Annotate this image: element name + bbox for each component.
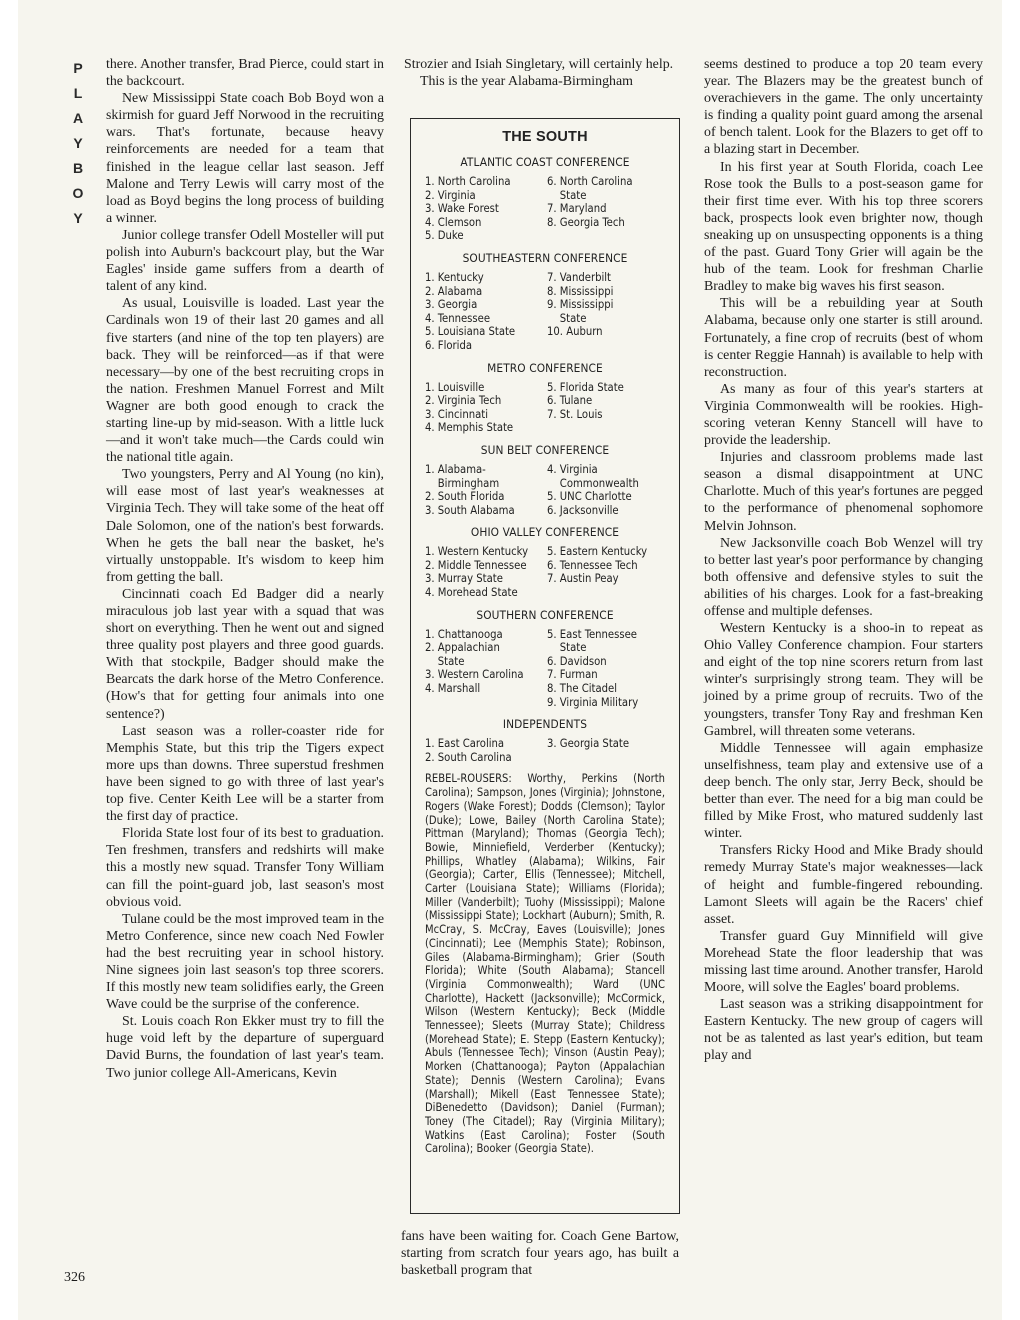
team-entry: 3. Western Carolina bbox=[425, 668, 524, 682]
team-entry: 7. Maryland bbox=[547, 202, 607, 216]
team-entry: 4. Memphis State bbox=[425, 421, 514, 435]
paragraph: In his first year at South Florida, coach Lee Rose took the Bulls to a post-season game for their first time ever. With his top three scorers back, prospects look even brighter now, though sneaking up on unsuspecting opponents is a thing of the past. Guard Tony Grier will again be the hub of the team. Look for freshman Charlie Bradley to make big waves his first season. bbox=[704, 159, 983, 295]
team-entry: 4. Marshall bbox=[425, 682, 481, 696]
paragraph: Transfers Ricky Hood and Mike Brady should remedy Murray State's major weaknesses—lack of height and fumble-fingered rebounding. Lamont Sleets will again be the Racers' chief asset. bbox=[704, 843, 983, 927]
paragraph: This is the year Alabama-Birmingham bbox=[420, 74, 633, 90]
team-entry: 4. Morehead State bbox=[425, 586, 518, 600]
team-entry: 3. Georgia bbox=[425, 298, 478, 312]
team-entry: 1. Kentucky bbox=[425, 270, 484, 284]
paragraph: fans have been waiting for. Coach Gene Bartow, starting from scratch four years ago, has built a basketball program that bbox=[401, 1229, 679, 1279]
article-column-3 bbox=[704, 56, 983, 1065]
paragraph: As usual, Louisville is loaded. Last year the Cardinals won 19 of their last 20 games and all five starters (and nine of the top ten players) are back. They will be reinforced—as if that were necessary—by one of the best recruiting crops in the nation. Freshmen Manuel Forrest and Milt Wagner are both good enough to crack the starting line-up by mid-season. With a little luck—and it won't take much—the Cards could win the national title again. bbox=[106, 296, 384, 466]
team-entry bbox=[547, 339, 665, 353]
side-letter: P bbox=[73, 60, 83, 76]
team-entry: 6. Davidson bbox=[547, 654, 607, 668]
team-entry: 2. South Florida bbox=[425, 490, 505, 504]
paragraph: Cincinnati coach Ed Badger did a nearly miraculous job last year with a squad that was short on everything. Then he went out and signed three quality post players and three good guards. With that stockpile, Badger should make the Bearcats the dark horse of the Metro Conference. (How's that for getting four animals into one sentence?) bbox=[106, 586, 384, 722]
paragraph: Western Kentucky is a shoo-in to repeat as Ohio Valley Conference champion. Four starters and eight of the top nine scorers return from last winter's surprisingly strong team. They will be joined by a prime group of recruits. Two of the youngsters, transfer Tony Ray and freshman Ken Gambrel, will threaten some veterans. bbox=[704, 621, 983, 739]
team-entry: State bbox=[547, 311, 587, 325]
team-entry: 1. East Carolina bbox=[425, 737, 505, 751]
team-entry: 1. Alabama- bbox=[425, 462, 486, 476]
article-column-2-bottom bbox=[401, 1228, 679, 1279]
paragraph: This will be a rebuilding year at South Alabama, because only one starter is still around. Fortunately, a fine crop of recruits (best of whom is center Reggie Hannah) is available to help with reconstruction. bbox=[704, 296, 983, 380]
team-entry: 9. Mississippi bbox=[547, 298, 614, 312]
team-entry: 8. Georgia Tech bbox=[547, 215, 625, 229]
team-entry: 5. East Tennessee bbox=[547, 627, 637, 641]
rebel-rousers: REBEL-ROUSERS: Worthy, Perkins (North Carolina); Sampson, Jones (Virginia); Johnstone, Rogers (Wake Forest); Dodds (Clemson); Taylor (Duke); Lowe, Bailey (North Carolina State); Pittman (Maryland); Thomas (Georgia Tech); Bowie, Minniefield, Verderber (Kentucky); Phillips, Whatley (Alabama); Wilkins, Fair (Georgia); Carter, Ellis (Tennessee); Mitchell, Carter (Louisiana State); Williams (Florida); Miller (Vanderbilt); Tuohy (Mississippi); Malone (Mississippi State); Lockhart (Auburn); Smith, R. McCray, S. McCray, Eaves (Louisville); Jones (Cincinnati); Lee (Memphis State); Robinson, Giles (Alabama-Birmingham); Grier (South Florida); White (South Alabama); Stancell (Virginia Commonwealth); Ward (UNC Charlotte), Hackett (Jacksonville); McCormick, Wilson (Western Kentucky); Beck (Middle Tennessee); Sleets (Murray State); Childress (Morehead State); E. Stepp (Eastern Kentucky); Abuls (Tennessee Tech); Vinson (Austin Peay); Morken (Chattanooga); Payton (Appalachian State); Dennis (Western Carolina); Evans (Marshall); Mikell (East Tennessee State); DiBenedetto (Davidson); Daniel (Furman); Toney (The Citadel); Ray (Virginia Military); Watkins (East Carolina); Foster (South Carolina); Booker (Georgia State). bbox=[425, 772, 665, 1156]
team-entry: 3. Cincinnati bbox=[425, 407, 489, 421]
conference-name: OHIO VALLEY CONFERENCE bbox=[470, 525, 620, 540]
team-entry: 7. St. Louis bbox=[547, 407, 603, 421]
team-entry: 7. Austin Peay bbox=[547, 572, 619, 586]
team-entry: 3. Wake Forest bbox=[425, 202, 499, 216]
team-entry: 1. North Carolina bbox=[425, 175, 511, 188]
paragraph: St. Louis coach Ron Ekker must try to fill the huge void left by the departure of superguard David Burns, the foundation of last year's team. Two junior college All-Americans, Kevin bbox=[106, 1014, 384, 1081]
team-entry: 5. UNC Charlotte bbox=[547, 490, 632, 504]
paragraph: Injuries and classroom problems made last season a dismal disappointment at UNC Charlotte. Much of this year's fortunes are pegged to the performance of phenomenal sophomore Melvin Johnson. bbox=[704, 450, 983, 534]
sidebar-title: THE SOUTH bbox=[502, 129, 588, 145]
paragraph: there. Another transfer, Brad Pierce, could start in the backcourt. bbox=[106, 57, 384, 90]
team-entry: 2. Virginia Tech bbox=[425, 394, 502, 408]
conference-standings bbox=[425, 545, 665, 599]
article-column-2 bbox=[404, 56, 684, 90]
team-entry: 9. Virginia Military bbox=[547, 695, 639, 709]
page-number: 326 bbox=[64, 1270, 85, 1285]
the-south-sidebar bbox=[410, 118, 680, 1214]
conference-standings bbox=[425, 271, 665, 353]
conference-standings bbox=[425, 737, 665, 764]
team-entry: 6. Jacksonville bbox=[547, 503, 619, 517]
team-entry: 3. Georgia State bbox=[547, 737, 630, 751]
team-entry bbox=[547, 229, 665, 243]
team-entry: 4. Virginia bbox=[547, 462, 598, 476]
paragraph: Strozier and Isiah Singletary, will certainly help. bbox=[404, 57, 674, 72]
paragraph: Transfer guard Guy Minnifield will give Morehead State the floor leadership that was missing last time around. Another transfer, Harold Moore, will solve the Eagles' board problems. bbox=[704, 928, 983, 996]
side-letter: A bbox=[72, 110, 84, 126]
paragraph: New Jacksonville coach Bob Wenzel will try to better last year's poor performance by changing both offensive and defensive styles to suit the abilities of his charges. Look for a fast-breaking offense and multiple defenses. bbox=[704, 535, 983, 619]
conference-name: ATLANTIC COAST CONFERENCE bbox=[460, 155, 630, 169]
team-entry: 3. South Alabama bbox=[425, 503, 515, 517]
paragraph: Two youngsters, Perry and Al Young (no kin), will ease most of last year's weaknesses at Virginia Tech. They will take some of the heat off Dale Solomon, one of the nation's best forwards. When he gets the ball near the basket, he's virtually unstoppable. It's wisdom to keep him from getting the ball. bbox=[106, 467, 384, 585]
paragraph: Last season was a striking disappointment for Eastern Kentucky. The new group of cagers will not be as talented as last year's edition, but team play and bbox=[704, 997, 983, 1064]
team-entry: 2. Middle Tennessee bbox=[425, 558, 527, 572]
team-entry bbox=[425, 696, 547, 710]
team-entry bbox=[547, 421, 665, 435]
team-entry: 7. Furman bbox=[547, 668, 598, 682]
team-entry: 1. Chattanooga bbox=[425, 627, 503, 641]
team-entry: 8. The Citadel bbox=[547, 682, 618, 696]
paragraph: Junior college transfer Odell Mosteller will put polish into Auburn's backcourt play, but the War Eagles' inside game suffers from a dearth of talent of any kind. bbox=[106, 227, 384, 295]
conference-list bbox=[425, 155, 665, 764]
conference-standings bbox=[425, 175, 665, 243]
team-entry: 6. Tulane bbox=[547, 394, 593, 408]
conference-standings bbox=[425, 463, 665, 517]
conference-name: METRO CONFERENCE bbox=[487, 360, 603, 375]
team-entry: 5. Louisiana State bbox=[425, 325, 516, 339]
team-entry: State bbox=[547, 188, 587, 202]
paragraph: Middle Tennessee will again emphasize unselfishness, team play and extensive use of a deep bench. The only star, Jerry Beck, should be better than ever. The need for a big man could be filled by Mike Frost, who matured suddenly last winter. bbox=[704, 740, 983, 842]
team-entry: 10. Auburn bbox=[547, 325, 603, 339]
conference-name: SOUTHEASTERN CONFERENCE bbox=[462, 250, 628, 265]
paragraph: As many as four of this year's starters at Virginia Commonwealth will be rookies. High-scoring veteran Kenny Stancell will have to provide the leadership. bbox=[704, 381, 983, 449]
conference-name: SUN BELT CONFERENCE bbox=[480, 442, 610, 457]
side-letter: Y bbox=[73, 210, 83, 226]
team-entry: 1. Louisville bbox=[425, 380, 485, 394]
team-entry: State bbox=[425, 654, 465, 668]
team-entry: 2. Appalachian bbox=[425, 641, 500, 655]
paragraph: New Mississippi State coach Bob Boyd won a skirmish for guard Jeff Norwood in the recruiting wars. That's fortunate, because heavy reinforcements are needed for a team that finished in the league cellar last season. Jeff Malone and Terry Lewis will carry most of the load as Boyd begins the long process of building a winner. bbox=[106, 91, 384, 226]
team-entry: State bbox=[547, 641, 587, 655]
team-entry: 3. Murray State bbox=[425, 572, 503, 586]
team-entry: 4. Tennessee bbox=[425, 311, 491, 325]
team-entry: 2. South Carolina bbox=[425, 750, 512, 764]
paragraph: Last season was a roller-coaster ride for Memphis State, but this trip the Tigers expect more ups than downs. Three superstud freshmen have been signed to go with three of last year's top five. Center Keith Lee will be a starter from the first day of practice. bbox=[106, 723, 384, 825]
team-entry: 2. Virginia bbox=[425, 188, 476, 202]
team-entry: 4. Clemson bbox=[425, 215, 482, 229]
side-letter: O bbox=[72, 185, 84, 201]
team-entry: 1. Western Kentucky bbox=[425, 545, 529, 559]
side-letter: Y bbox=[73, 135, 83, 151]
team-entry: 6. Florida bbox=[425, 338, 473, 352]
team-entry: Birmingham bbox=[425, 476, 500, 490]
conference-name: INDEPENDENTS bbox=[502, 717, 588, 732]
side-letter: L bbox=[73, 85, 83, 101]
team-entry: 6. North Carolina bbox=[547, 175, 633, 188]
team-entry: 8. Mississippi bbox=[547, 284, 614, 298]
magazine-page bbox=[18, 0, 1002, 1320]
team-entry: 5. Eastern Kentucky bbox=[547, 545, 648, 559]
article-column-1 bbox=[106, 56, 384, 1082]
conference-standings bbox=[425, 628, 665, 710]
conference-name: SOUTHERN CONFERENCE bbox=[476, 607, 614, 622]
side-letter: B bbox=[72, 160, 84, 176]
conference-standings bbox=[425, 381, 665, 435]
team-entry bbox=[547, 586, 665, 600]
paragraph: seems destined to produce a top 20 team every year. The Blazers may be the greatest bunch of overachievers in the game. The only uncertainty is finding a quality point guard among the arsenal of bench talent. Look for the Blazers to get off to a blazing start in December. bbox=[704, 57, 983, 158]
magazine-side-label bbox=[68, 56, 88, 231]
paragraph: Florida State lost four of its best to graduation. Ten freshmen, transfers and redshirts will make this a mostly new squad. Transfer Tony William can fill the point-guard job, last season's most obvious void. bbox=[106, 826, 384, 910]
team-entry: 7. Vanderbilt bbox=[547, 270, 612, 284]
team-entry: 6. Tennessee Tech bbox=[547, 558, 638, 572]
team-entry: Commonwealth bbox=[547, 476, 639, 490]
team-entry: 2. Alabama bbox=[425, 284, 483, 298]
team-entry bbox=[547, 751, 665, 765]
paragraph: Tulane could be the most improved team in the Metro Conference, since new coach Ned Fowler had the best recruiting year in school history. Nine signees join last season's top three scorers. If this mostly new team solidifies early, the Green Wave could be the surprise of the conference. bbox=[106, 911, 384, 1013]
team-entry: 5. Duke bbox=[425, 229, 464, 243]
team-entry: 5. Florida State bbox=[547, 380, 624, 394]
